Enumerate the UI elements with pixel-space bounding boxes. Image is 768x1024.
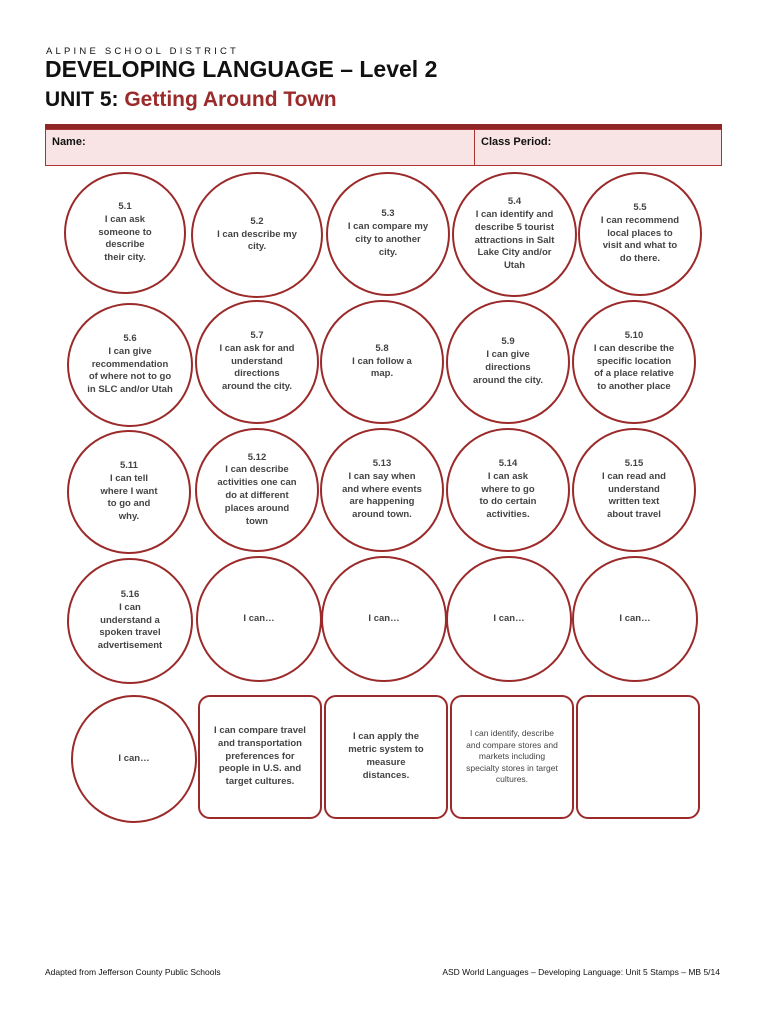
stamp-metric-system <box>324 695 448 819</box>
class-period-field[interactable]: Class Period: <box>474 129 722 166</box>
stamp-5-10 <box>572 300 696 424</box>
stamp-text: 5.9 I can give directions around the city. <box>472 336 544 386</box>
stamp-text: I can… <box>619 612 651 624</box>
stamp-5-11 <box>67 430 191 554</box>
stamp-5-8 <box>320 300 444 424</box>
footer-credit: Adapted from Jefferson County Public Schools <box>45 967 221 977</box>
stamp-5-4 <box>452 172 577 297</box>
stamp-blank-2 <box>321 556 447 682</box>
stamp-text: I can compare travel and transportation preferences for people in U.S. and target cultures. <box>214 724 306 788</box>
stamp-blank-1 <box>196 556 322 682</box>
stamp-5-14 <box>446 428 570 552</box>
stamp-text: 5.8 I can follow a map. <box>352 342 412 380</box>
stamp-text: I can… <box>118 752 150 764</box>
district-name: ALPINE SCHOOL DISTRICT <box>46 46 240 57</box>
stamp-5-5 <box>578 172 702 296</box>
stamp-5-2 <box>191 172 323 298</box>
stamp-5-16 <box>67 558 193 684</box>
stamp-text: 5.10 I can describe the specific location of a place relative to another place <box>593 329 675 393</box>
stamp-5-15 <box>572 428 696 552</box>
unit-name: Getting Around Town <box>124 88 337 111</box>
stamp-5-13 <box>320 428 444 552</box>
stamp-text: 5.12 I can describe activities one can do at different places around town <box>217 451 297 527</box>
stamp-text: 5.5 I can recommend local places to visit and what to do there. <box>600 201 680 265</box>
stamp-5-6 <box>67 303 193 427</box>
stamp-stores-markets <box>450 695 574 819</box>
stamp-text: 5.4 I can identify and describe 5 tourist attractions in Salt Lake City and/or Utah <box>474 196 555 272</box>
stamp-text: 5.6 I can give recommendation of where not to go in SLC and/or Utah <box>87 332 173 396</box>
stamp-text: I can… <box>243 612 275 624</box>
stamp-text: 5.2 I can describe my city. <box>217 215 297 253</box>
stamp-5-9 <box>446 300 570 424</box>
name-class-bar <box>45 124 722 166</box>
course-title: DEVELOPING LANGUAGE – Level 2 <box>45 56 438 82</box>
stamp-5-1 <box>64 172 186 294</box>
stamp-text: I can… <box>368 612 400 624</box>
name-field[interactable]: Name: <box>45 129 475 166</box>
unit-prefix: UNIT 5: <box>45 88 125 111</box>
stamp-text: 5.14 I can ask where to go to do certain activities. <box>479 457 537 521</box>
stamp-blank-4 <box>572 556 698 682</box>
stamp-text: 5.13 I can say when and where events are happening around town. <box>342 457 422 521</box>
stamp-text: I can… <box>493 612 525 624</box>
stamp-empty <box>576 695 700 819</box>
stamp-compare-travel <box>198 695 322 819</box>
stamp-text: 5.1 I can ask someone to describe their city. <box>98 200 152 264</box>
stamp-text: 5.3 I can compare my city to another city. <box>347 208 429 258</box>
stamp-5-12 <box>195 428 319 552</box>
stamp-text: 5.16 I can understand a spoken travel advertisement <box>97 588 163 652</box>
stamp-text: 5.11 I can tell where I want to go and why. <box>100 459 158 523</box>
stamp-text: I can identify, describe and compare stores and markets including specialty stores in target cultures. <box>466 728 558 785</box>
footer-doc-id: ASD World Languages – Developing Language: Unit 5 Stamps – MB 5/14 <box>442 967 720 977</box>
stamp-5-7 <box>195 300 319 424</box>
stamp-text: I can apply the metric system to measure distances. <box>348 731 424 781</box>
stamp-5-3 <box>326 172 450 296</box>
stamp-text: 5.15 I can read and understand written text about travel <box>602 457 666 521</box>
stamp-text: 5.7 I can ask for and understand directions around the city. <box>219 329 295 393</box>
stamp-blank-5 <box>71 695 197 823</box>
unit-title <box>45 88 337 112</box>
stamp-blank-3 <box>446 556 572 682</box>
